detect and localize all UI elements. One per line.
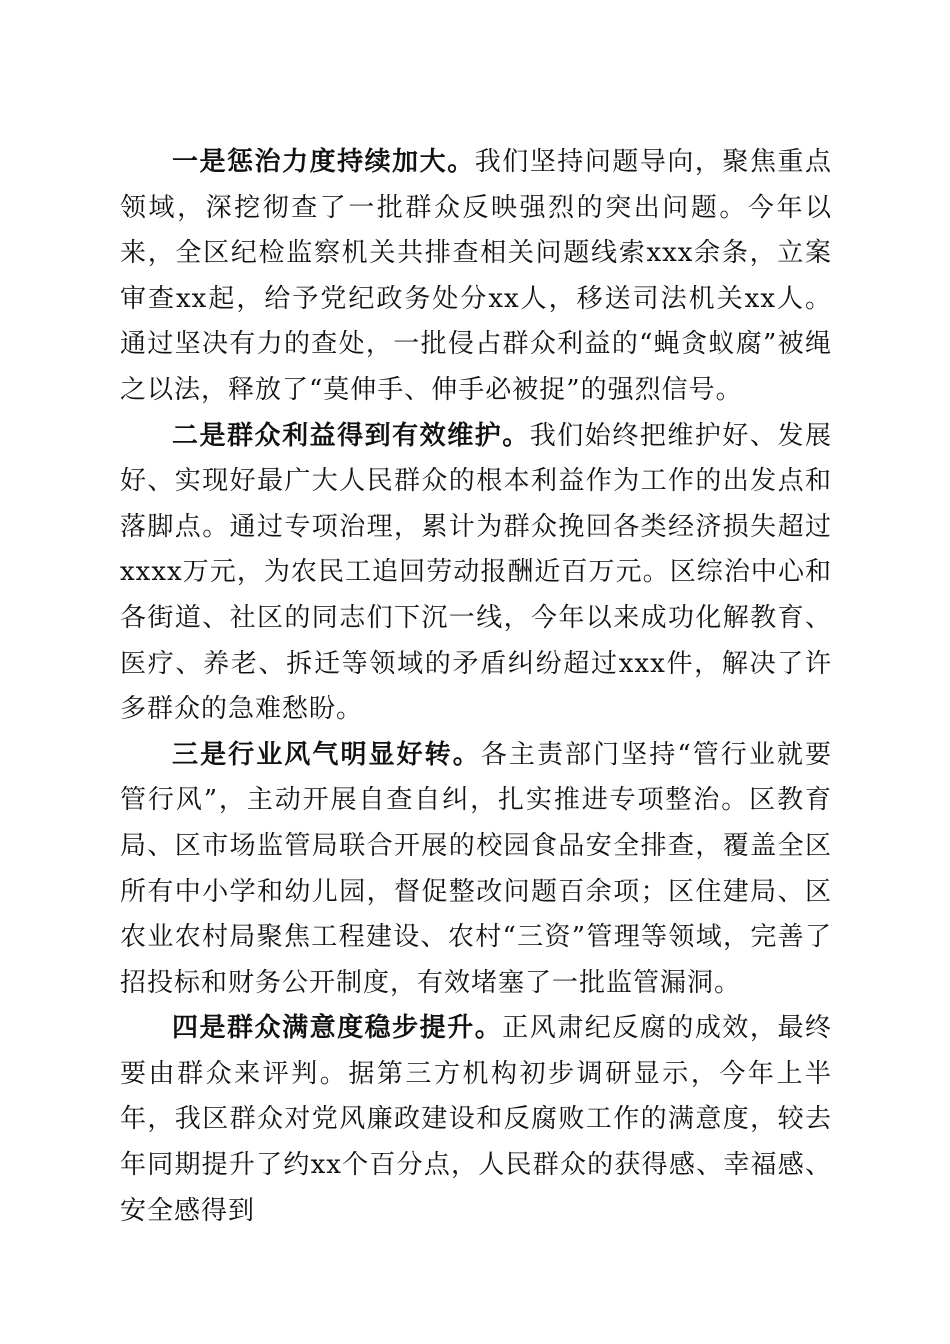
paragraph-2	[120, 414, 832, 733]
paragraph-1	[120, 140, 832, 414]
paragraph-3-heading: 三是行业风气明显好转。	[172, 739, 481, 770]
paragraph-4-heading: 四是群众满意度稳步提升。	[172, 1013, 503, 1044]
document-body	[120, 140, 832, 1234]
paragraph-1-heading: 一是惩治力度持续加大。	[172, 147, 475, 177]
paragraph-2-text: 我们始终把维护好、发展好、实现好最广大人民群众的根本利益作为工作的出发点和落脚点。通过专项治理，累计为群众挽回各类经济损失超过xxxx万元，为农民工追回劳动报酬近百万元。区综治中心和各街道、社区的同志们下沉一线，今年以来成功化解教育、医疗、养老、拆迁等领域的矛盾纠纷超过xxx件，解决了许多群众的急难愁盼。	[120, 420, 832, 725]
paragraph-2-heading: 二是群众利益得到有效维护。	[172, 420, 530, 451]
paragraph-4-text: 正风肃纪反腐的成效，最终要由群众来评判。据第三方机构初步调研显示，今年上半年，我区群众对党风廉政建设和反腐败工作的满意度，较去年同期提升了约xx个百分点，人民群众的获得感、幸福感、安全感得到	[120, 1013, 832, 1226]
paragraph-3	[120, 733, 832, 1007]
paragraph-1-text: 我们坚持问题导向，聚焦重点领域，深挖彻查了一批群众反映强烈的突出问题。今年以来，全区纪检监察机关共排查相关问题线索xxx余条，立案审查xx起，给予党纪政务处分xx人，移送司法机关xx人。通过坚决有力的查处，一批侵占群众利益的“蝇贪蚁腐”被绳之以法，释放了“莫伸手、伸手必被捉”的强烈信号。	[120, 147, 832, 405]
paragraph-4	[120, 1006, 832, 1234]
paragraph-3-text: 各主责部门坚持“管行业就要管行风”，主动开展自查自纠，扎实推进专项整治。区教育局、区市场监管局联合开展的校园食品安全排查，覆盖全区所有中小学和幼儿园，督促整改问题百余项；区住建局、区农业农村局聚焦工程建设、农村“三资”管理等领域，完善了招投标和财务公开制度，有效堵塞了一批监管漏洞。	[120, 739, 832, 998]
